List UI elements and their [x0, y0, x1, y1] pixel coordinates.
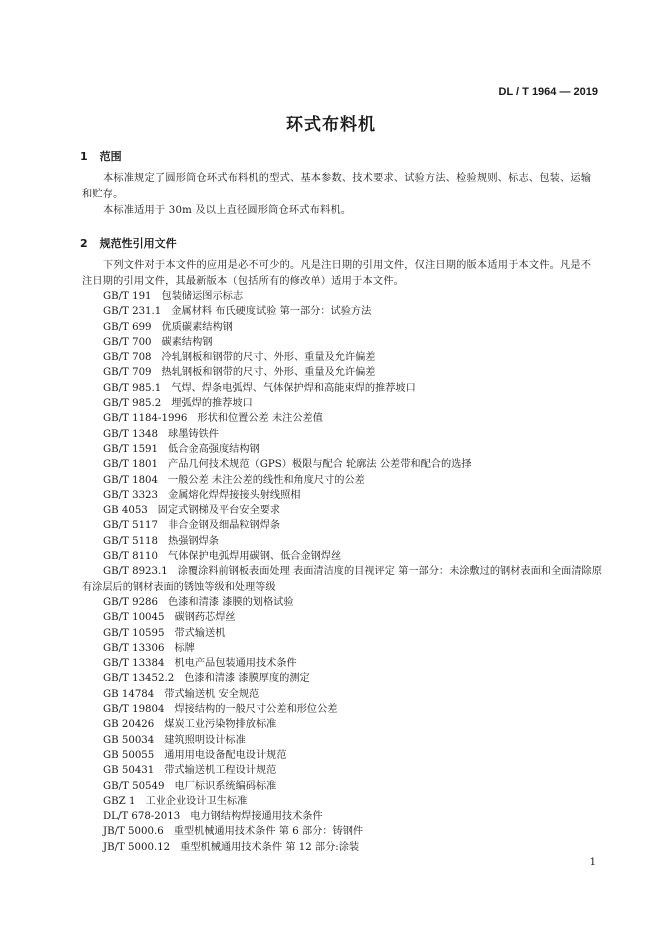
reference-title: 电力钢结构焊接通用技术条件	[190, 811, 323, 823]
reference-item	[82, 365, 602, 380]
reference-item	[82, 457, 602, 472]
reference-title: 重型机械通用技术条件 第 12 部分:涂装	[180, 841, 360, 853]
reference-title: 气体保护电弧焊用碳钢、低合金钢焊丝	[168, 551, 342, 563]
reference-title: 球墨铸铁件	[168, 428, 219, 440]
reference-code: GB/T 1184-1996	[103, 413, 188, 425]
reference-code: GB/T 1801	[103, 459, 159, 471]
reference-code: GBZ 1	[103, 795, 136, 807]
reference-item	[82, 350, 602, 365]
reference-code: GB/T 10595	[103, 627, 165, 639]
reference-item	[82, 748, 602, 763]
reference-title: 碳钢药芯焊丝	[174, 612, 236, 624]
reference-title: 埋弧焊的推荐坡口	[171, 398, 253, 410]
reference-title: 包装储运图示标志	[161, 291, 244, 302]
reference-title: 冷轧钢板和钢带的尺寸、外形、重量及允许偏差	[161, 352, 376, 364]
reference-list	[82, 289, 602, 855]
reference-title: 形状和位置公差 未注公差值	[197, 413, 323, 425]
reference-title: 重型机械通用技术条件 第 6 部分：铸钢件	[173, 826, 364, 838]
reference-item	[82, 427, 602, 442]
reference-code: GB/T 191	[103, 291, 152, 302]
reference-code: GB/T 50549	[103, 780, 165, 792]
reference-item	[82, 411, 602, 426]
reference-title: 煤炭工业污染物排放标准	[164, 719, 277, 731]
scope-paragraph: 本标准规定了圆形筒仓环式布料机的型式、基本参数、技术要求、试验方法、检验规则、标志、包装、运输和贮存。	[82, 173, 592, 200]
reference-title: 电厂标识系统编码标准	[174, 780, 277, 792]
reference-code: GB/T 231.1	[103, 306, 162, 318]
reference-title: 产品几何技术规范（GPS）极限与配合 轮廓法 公差带和配合的选择	[168, 459, 472, 471]
reference-item	[82, 534, 602, 549]
page-number: 1	[589, 857, 596, 868]
section-heading-normative-references	[80, 235, 177, 251]
reference-item	[82, 320, 602, 335]
reference-title: 低合金高强度结构钢	[168, 443, 260, 455]
reference-title: 一般公差 未注公差的线性和角度尺寸的公差	[168, 474, 365, 486]
reference-item	[82, 717, 602, 732]
reference-title: 非合金钢及细晶粒钢焊条	[168, 520, 281, 532]
reference-title: 机电产品包装通用技术条件	[174, 658, 297, 670]
section-number: 1	[80, 150, 88, 163]
reference-title: 带式输送机	[174, 627, 226, 639]
reference-item	[82, 626, 602, 641]
reference-code: GB/T 5118	[103, 535, 159, 547]
reference-title: 带式输送机 安全规范	[164, 688, 260, 700]
reference-code: GB/T 700	[103, 336, 152, 348]
reference-code: GB/T 1348	[103, 428, 159, 440]
standard-code: DL / T 1964 — 2019	[498, 86, 598, 98]
reference-title: 固定式钢梯及平台安全要求	[157, 505, 281, 517]
reference-item	[82, 549, 602, 564]
reference-code: GB/T 1591	[103, 443, 159, 455]
reference-code: GB/T 8923.1	[103, 566, 168, 578]
reference-code: GB 20426	[103, 719, 155, 731]
reference-item	[82, 442, 602, 457]
reference-item	[82, 518, 602, 533]
reference-title: 焊接结构的一般尺寸公差和形位公差	[174, 704, 338, 716]
reference-item	[82, 595, 602, 610]
reference-item	[82, 503, 602, 518]
reference-title: 热强钢焊条	[168, 535, 219, 547]
reference-code: GB/T 9286	[103, 596, 159, 608]
reference-title: 色漆和清漆 漆膜的划格试验	[168, 596, 294, 608]
reference-code: GB/T 699	[103, 321, 152, 333]
reference-code: GB/T 985.1	[103, 382, 162, 394]
reference-title: 标牌	[174, 642, 195, 654]
reference-item	[82, 840, 602, 855]
reference-item	[82, 794, 602, 809]
reference-code: DL/T 678-2013	[103, 811, 181, 823]
section-number: 2	[80, 237, 88, 250]
reference-code: GB 14784	[103, 688, 155, 700]
section-title: 规范性引用文件	[99, 237, 177, 250]
reference-title: 碳素结构钢	[161, 336, 213, 348]
reference-item	[82, 763, 602, 778]
reference-item	[82, 809, 602, 824]
reference-title: 工业企业设计卫生标准	[145, 795, 248, 807]
reference-item	[82, 564, 602, 595]
reference-item	[82, 396, 602, 411]
reference-code: JB/T 5000.12	[103, 841, 171, 853]
reference-item	[82, 687, 602, 702]
reference-title: 色漆和清漆 漆膜厚度的测定	[184, 673, 310, 685]
reference-code: JB/T 5000.6	[103, 826, 164, 838]
reference-title: 建筑照明设计标准	[164, 734, 246, 746]
reference-code: GB 50055	[103, 749, 155, 761]
reference-item	[82, 779, 602, 794]
reference-item	[82, 304, 602, 319]
reference-code: GB/T 19804	[103, 704, 165, 716]
reference-code: GB 50431	[103, 765, 155, 777]
reference-title: 优质碳素结构钢	[161, 321, 233, 333]
reference-code: GB/T 3323	[103, 489, 159, 501]
reference-item	[82, 702, 602, 717]
reference-code: GB/T 8110	[103, 551, 159, 563]
section-heading-scope	[80, 148, 122, 164]
reference-code: GB/T 985.2	[103, 398, 162, 410]
reference-item	[82, 289, 602, 304]
reference-title: 金属熔化焊焊接接头射线照相	[168, 489, 301, 501]
reference-item	[82, 473, 602, 488]
reference-item	[82, 488, 602, 503]
reference-code: GB/T 13384	[103, 658, 165, 670]
reference-title: 涂覆涂料前钢板表面处理 表面清洁度的目视评定 第一部分：未涂敷过的钢材表面和全面清除原有涂层后的钢材表面的锈蚀等级和处理等级	[82, 566, 602, 593]
reference-item	[82, 671, 602, 686]
reference-item	[82, 641, 602, 656]
reference-code: GB/T 10045	[103, 612, 165, 624]
document-title: 环式布料机	[286, 115, 376, 135]
reference-code: GB/T 709	[103, 367, 152, 379]
reference-code: GB/T 5117	[103, 520, 159, 532]
reference-title: 气焊、焊条电弧焊、气体保护焊和高能束焊的推荐坡口	[171, 382, 416, 394]
reference-title: 带式输送机工程设计规范	[164, 765, 277, 777]
reference-item	[82, 335, 602, 350]
reference-item	[82, 733, 602, 748]
section-title: 范围	[99, 150, 122, 163]
reference-code: GB/T 708	[103, 352, 152, 364]
reference-code: GB 4053	[103, 505, 148, 517]
references-intro-paragraph: 下列文件对于本文件的应用是必不可少的。凡是注日期的引用文件，仅注日期的版本适用于本文件。凡是不注日期的引用文件，其最新版本（包括所有的修改单）适用于本文件。	[82, 260, 592, 287]
scope-paragraph: 本标准适用于 30m 及以上直径圆形筒仓环式布料机。	[103, 205, 352, 216]
reference-item	[82, 824, 602, 839]
reference-code: GB/T 1804	[103, 474, 159, 486]
reference-title: 金属材料 布氏硬度试验 第一部分：试验方法	[171, 306, 372, 318]
reference-title: 热轧钢板和钢带的尺寸、外形、重量及允许偏差	[161, 367, 376, 379]
reference-title: 通用用电设备配电设计规范	[164, 749, 287, 761]
reference-code: GB/T 13452.2	[103, 673, 175, 685]
reference-code: GB/T 13306	[103, 642, 165, 654]
reference-code: GB 50034	[103, 734, 155, 746]
reference-item	[82, 610, 602, 625]
reference-item	[82, 656, 602, 671]
reference-item	[82, 381, 602, 396]
